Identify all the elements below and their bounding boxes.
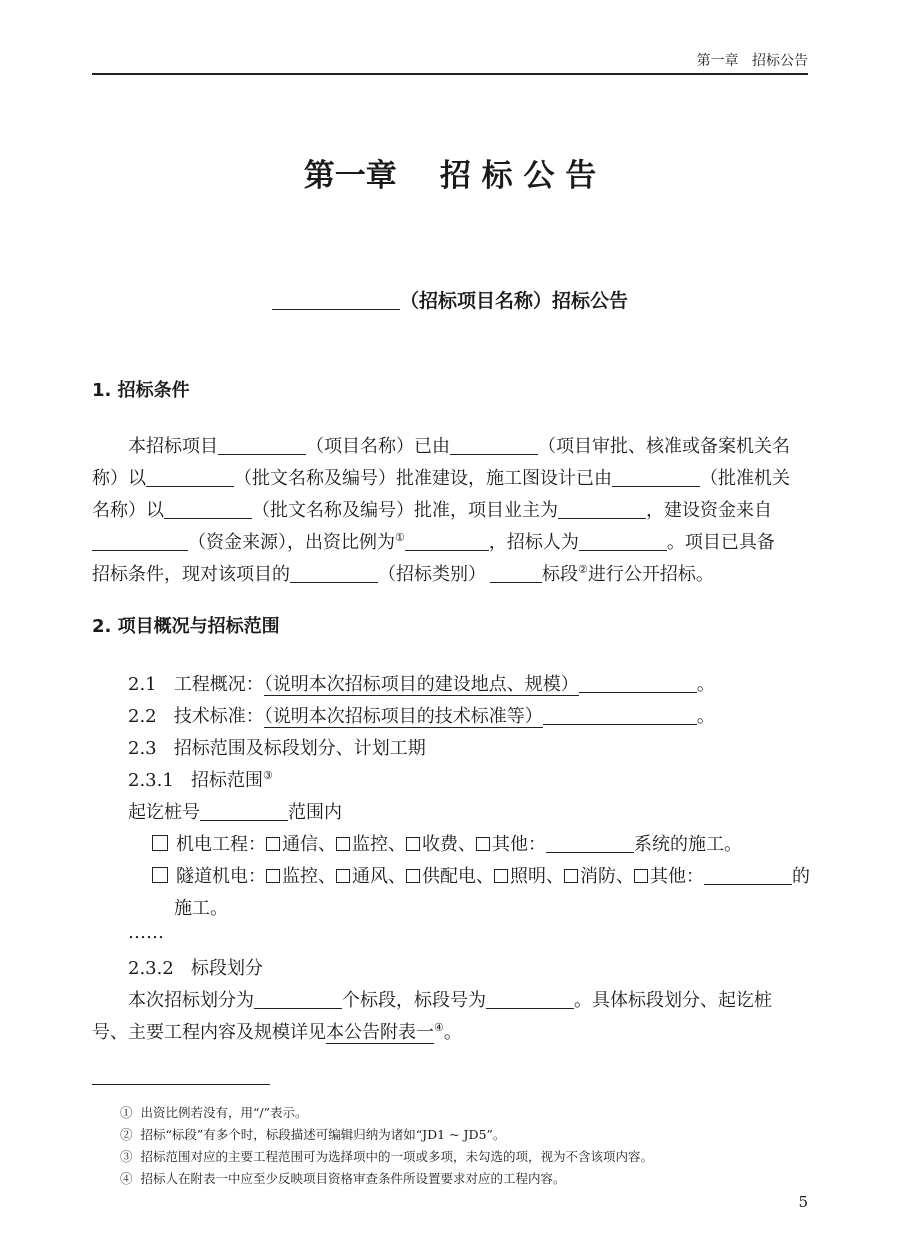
section-2-heading: 2. 项目概况与招标范围 [92, 616, 280, 637]
running-header [697, 50, 808, 70]
checkbox[interactable] [336, 837, 350, 851]
item-2-1: 2.1 工程概况：（说明本次招标项目的建设地点、规模） 。 [128, 674, 715, 695]
footnote-1: ① 出资比例若没有，用“/”表示。 [120, 1105, 308, 1120]
item-2-3: 2.3 招标范围及标段划分、计划工期 [128, 738, 426, 759]
stake-range-line: 起讫桩号 范围内 [128, 802, 342, 823]
tunnel-option-cont: 施工。 [174, 898, 228, 919]
tunnel-option-line: 隧道机电： 监控、 通风、 供配电、 照明、 消防、 其他： 的 [152, 862, 810, 888]
mech-checkbox[interactable] [152, 835, 168, 851]
checkbox[interactable] [494, 869, 508, 883]
page-number: 5 [798, 1193, 808, 1211]
lot-division-line-1: 本次招标划分为 个标段，标段号为 。具体标段划分、起讫桩 [128, 990, 772, 1011]
lot-division-line-2: 号、主要工程内容及规模详见本公告附表一④。 [92, 1021, 462, 1043]
item-2-3-2: 2.3.2 标段划分 [128, 958, 263, 979]
checkbox[interactable] [406, 869, 420, 883]
notice-blank [272, 289, 400, 310]
section-1-line-5: 招标条件，现对该项目的 （招标类别） 标段②进行公开招标。 [92, 563, 714, 585]
section-1-line-1: 本招标项目 （项目名称）已由 （项目审批、核准或备案机关名 [128, 436, 790, 457]
item-2-2: 2.2 技术标准：（说明本次招标项目的技术标准等） 。 [128, 706, 715, 727]
checkbox[interactable] [336, 869, 350, 883]
checkbox[interactable] [266, 837, 280, 851]
checkbox[interactable] [476, 837, 490, 851]
running-header-title: 招标公告 [752, 53, 808, 69]
chapter-title: 第一章 招 标 公 告 [303, 158, 597, 194]
section-1-line-2: 称）以 （批文名称及编号）批准建设，施工图设计已由 （批准机关 [92, 468, 790, 489]
checkbox[interactable] [564, 869, 578, 883]
checkbox[interactable] [406, 837, 420, 851]
mech-option-line: 机电工程： 通信、 监控、 收费、 其他： 系统的施工。 [152, 830, 742, 856]
item-2-3-1: 2.3.1 招标范围③ [128, 769, 273, 791]
footnote-rule [92, 1084, 270, 1085]
section-1-line-4: （资金来源），出资比例为① ，招标人为 。项目已具备 [92, 528, 775, 554]
ellipsis: …… [128, 922, 164, 943]
footnote-3: ③ 招标范围对应的主要工程范围可为选择项中的一项或多项，未勾选的项，视为不含该项内容。 [120, 1149, 653, 1164]
checkbox[interactable] [266, 869, 280, 883]
section-1-line-3: 名称）以 （批文名称及编号）批准，项目业主为 ，建设资金来自 [92, 500, 772, 521]
section-1-heading: 1. 招标条件 [92, 380, 190, 401]
notice-title: （招标项目名称）招标公告 [0, 286, 900, 313]
footnote-4: ④ 招标人在附表一中应至少反映项目资格审查条件所设置要求对应的工程内容。 [120, 1171, 566, 1186]
tunnel-checkbox[interactable] [152, 867, 168, 883]
footnote-2: ② 招标“标段”有多个时，标段描述可编辑归纳为诸如“JD1 ~ JD5”。 [120, 1127, 506, 1142]
checkbox[interactable] [634, 869, 648, 883]
header-rule [92, 73, 808, 75]
running-header-chapter: 第一章 [696, 53, 739, 69]
